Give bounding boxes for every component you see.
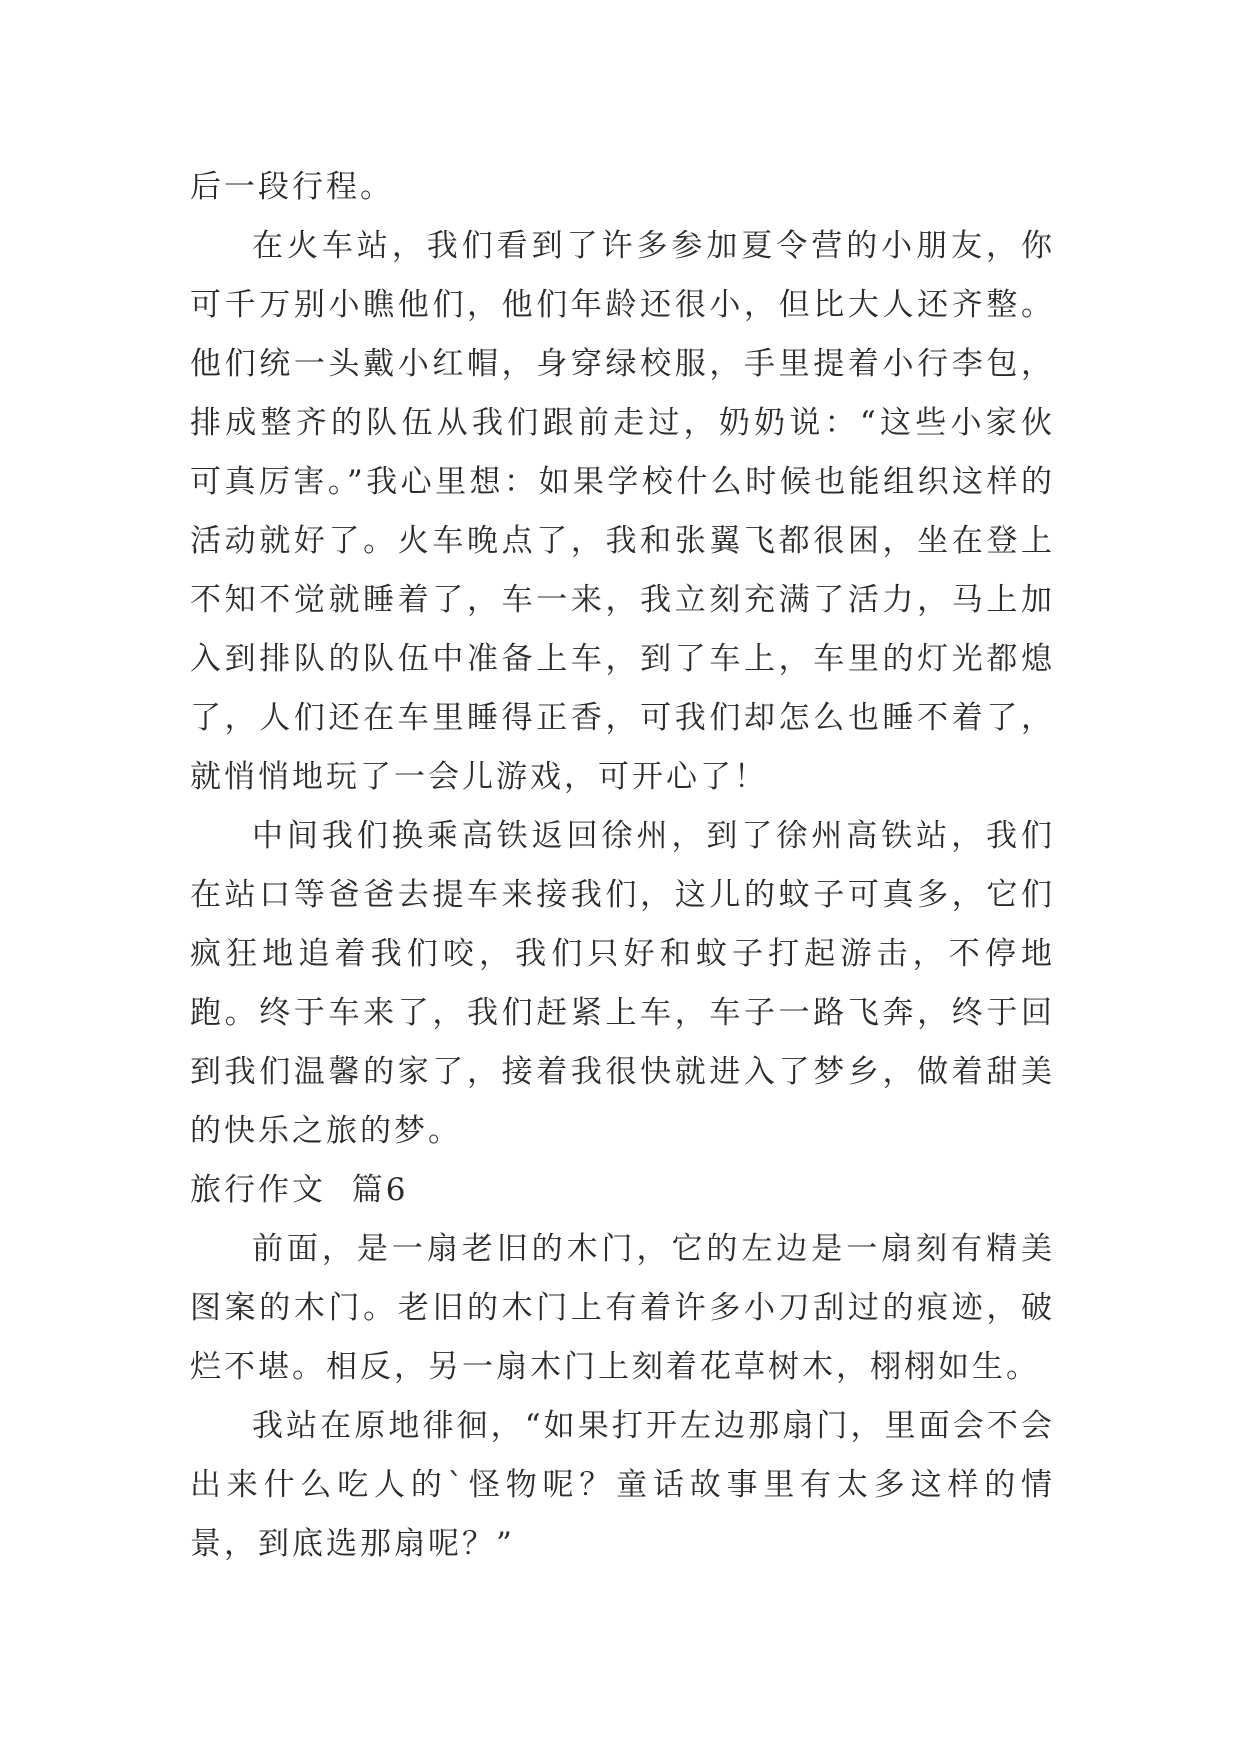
section-heading: 旅行作文 篇6 xyxy=(190,1172,409,1208)
document-body xyxy=(190,158,1055,1574)
paragraph-3: 中间我们换乘高铁返回徐州，到了徐州高铁站，我们在站口等爸爸去提车来接我们，这儿的蚊子可真多，它们疯狂地追着我们咬，我们只好和蚊子打起游击，不停地跑。终于车来了，我们赶紧上车，车子一路飞奔，终于回到我们温馨的家了，接着我很快就进入了梦乡，做着甜美的快乐之旅的梦。 xyxy=(190,818,1055,1149)
paragraph-4: 前面，是一扇老旧的木门，它的左边是一扇刻有精美图案的木门。老旧的木门上有着许多小刀刮过的痕迹，破烂不堪。相反，另一扇木门上刻着花草树木，栩栩如生。 xyxy=(190,1231,1055,1385)
paragraph-2: 在火车站，我们看到了许多参加夏令营的小朋友，你可千万别小瞧他们，他们年龄还很小，但比大人还齐整。他们统一头戴小红帽，身穿绿校服，手里提着小行李包，排成整齐的队伍从我们跟前走过，奶奶说：“这些小家伙可真厉害。”我心里想：如果学校什么时候也能组织这样的活动就好了。火车晚点了，我和张翼飞都很困，坐在登上不知不觉就睡着了，车一来，我立刻充满了活力，马上加入到排队的队伍中准备上车，到了车上，车里的灯光都熄了，人们还在车里睡得正香，可我们却怎么也睡不着了，就悄悄地玩了一会儿游戏，可开心了！ xyxy=(190,228,1055,795)
paragraph-1: 后一段行程。 xyxy=(190,169,394,205)
paragraph-5: 我站在原地徘徊，“如果打开左边那扇门，里面会不会出来什么吃人的`怪物呢？童话故事里有太多这样的情景，到底选那扇呢？” xyxy=(190,1408,1055,1562)
